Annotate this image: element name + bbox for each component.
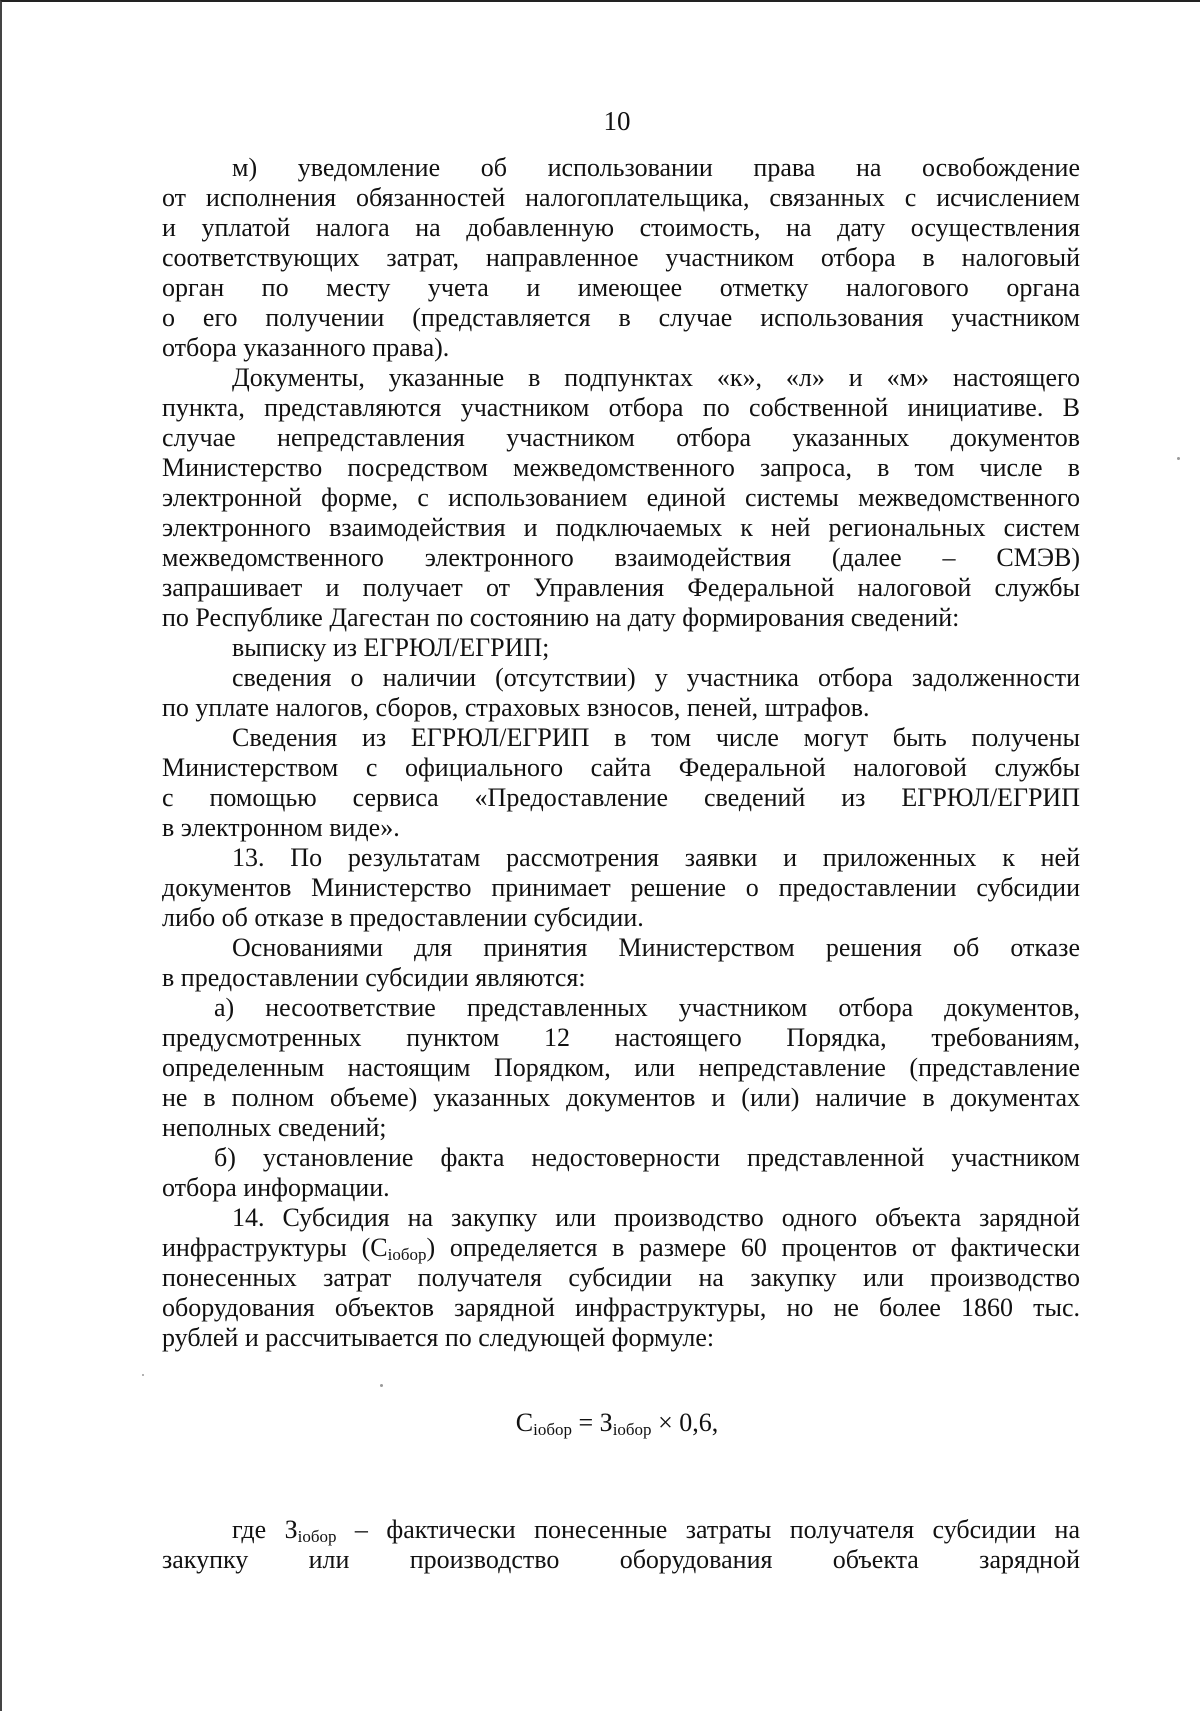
text-line: о его получении (представляется в случае использования участником (162, 303, 1080, 332)
text-line: рублей и рассчитывается по следующей формуле: (162, 1323, 715, 1352)
text-line: по Республике Дагестан по состоянию на дату формирования сведений: (162, 603, 960, 632)
text-line: инфраструктуры $(C_{iобор})$ определяется в размере 60 процентов от фактически (162, 1233, 1080, 1264)
text-line: в электронном виде». (162, 813, 400, 842)
page-number: 10 (603, 106, 631, 136)
text-line: пункта, представляются участником отбора по собственной инициативе. В (162, 393, 1080, 422)
text-line: в предоставлении субсидии являются: (162, 963, 586, 992)
text-line: отбора указанного права). (162, 333, 450, 362)
text-line: документов Министерство принимает решение о предоставлении субсидии (162, 873, 1080, 902)
text-line: определенным настоящим Порядком, или непредставление (представление (162, 1053, 1080, 1082)
text-line: неполных сведений; (162, 1113, 387, 1142)
formula: $C_{iобор} = З_{iобор} \times 0,6$, (515, 1408, 719, 1439)
text-line: запрашивает и получает от Управления Федеральной налоговой службы (162, 573, 1080, 602)
text-line: не в полном объеме) указанных документов и (или) наличие в документах (162, 1083, 1080, 1112)
text-line: закупку или производство оборудования объекта зарядной (162, 1545, 1080, 1574)
text-line: б) установление факта недостоверности представленной участником (214, 1143, 1080, 1172)
text-line: Документы, указанные в подпунктах «к», «л» и «м» настоящего (232, 363, 1080, 392)
text-line: по уплате налогов, сборов, страховых взносов, пеней, штрафов. (162, 693, 870, 722)
text-line: Основаниями для принятия Министерством решения об отказе (232, 933, 1080, 962)
text-line: и уплатой налога на добавленную стоимость, на дату осуществления (162, 213, 1080, 242)
text-line: электронной форме, с использованием единой системы межведомственного (162, 483, 1080, 512)
text-line: межведомственного электронного взаимодействия (далее – СМЭВ) (162, 543, 1080, 572)
text-line: соответствующих затрат, направленное участником отбора в налоговый (162, 243, 1080, 272)
text-line: а) несоответствие представленных участником отбора документов, (214, 993, 1080, 1022)
text-line: от исполнения обязанностей налогоплательщика, связанных с исчислением (162, 183, 1080, 212)
scan-speck (1177, 457, 1180, 460)
scan-speck (142, 1374, 144, 1376)
text-line: выписку из ЕГРЮЛ/ЕГРИП; (232, 633, 550, 662)
text-line: понесенных затрат получателя субсидии на закупку или производство (162, 1263, 1080, 1292)
text-line: с помощью сервиса «Предоставление сведений из ЕГРЮЛ/ЕГРИП (162, 783, 1080, 812)
text-line: оборудования объектов зарядной инфраструктуры, но не более 1860 тыс. (162, 1293, 1080, 1322)
text-line: Министерством с официального сайта Федеральной налоговой службы (162, 753, 1080, 782)
text-line: предусмотренных пунктом 12 настоящего Порядка, требованиям, (162, 1023, 1080, 1052)
text-line: Министерство посредством межведомственного запроса, в том числе в (162, 453, 1080, 482)
text-line: Сведения из ЕГРЮЛ/ЕГРИП в том числе могут быть получены (232, 723, 1080, 752)
text-line: случае непредставления участником отбора указанных документов (162, 423, 1080, 452)
text-line: отбора информации. (162, 1173, 390, 1202)
text-line: либо об отказе в предоставлении субсидии. (162, 903, 644, 932)
scan-speck (380, 1384, 383, 1387)
text-line: 14. Субсидия на закупку или производство одного объекта зарядной (232, 1203, 1080, 1232)
text-line: электронного взаимодействия и подключаемых к ней региональных систем (162, 513, 1080, 542)
text-line: 13. По результатам рассмотрения заявки и приложенных к ней (232, 843, 1080, 872)
text-line: м) уведомление об использовании права на освобождение (232, 153, 1080, 182)
text-line: сведения о наличии (отсутствии) у участника отбора задолженности (232, 663, 1080, 692)
text-line: где $З_{iобор}$ – фактически понесенные затраты получателя субсидии на (232, 1515, 1080, 1546)
text-line: орган по месту учета и имеющее отметку налогового органа (162, 273, 1080, 302)
